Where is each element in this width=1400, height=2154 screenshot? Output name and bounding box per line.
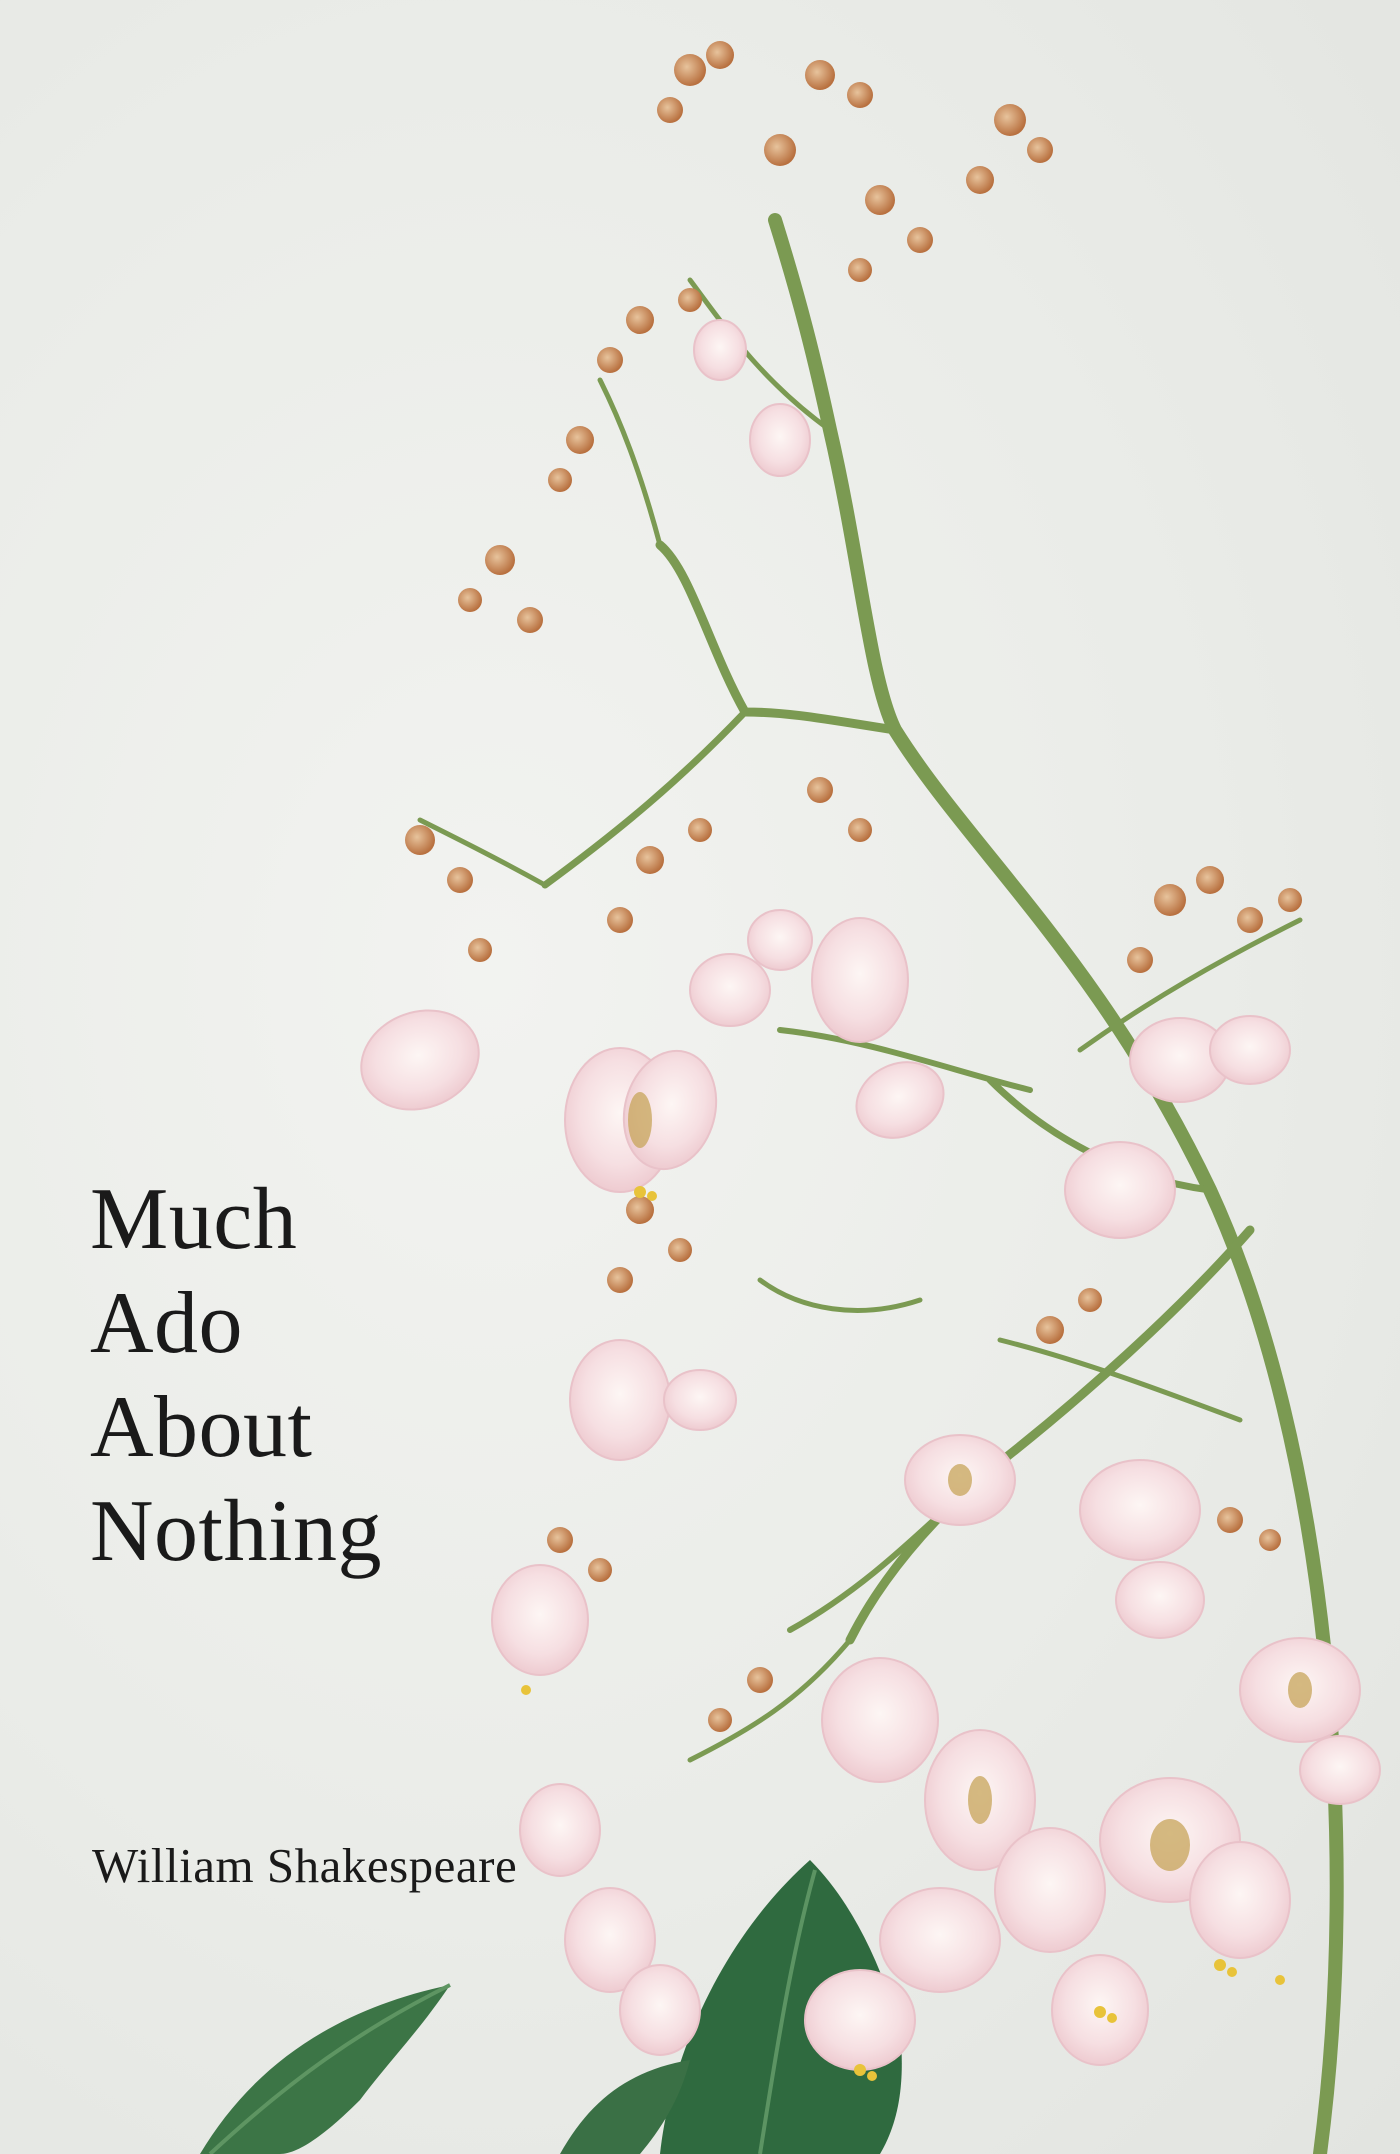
title-line: Nothing bbox=[90, 1483, 382, 1580]
leaves bbox=[200, 1860, 902, 2154]
author-name: William Shakespeare bbox=[92, 1838, 518, 1893]
book-title bbox=[90, 1168, 382, 1584]
title-line: Much bbox=[90, 1171, 298, 1268]
title-line: Ado bbox=[90, 1275, 244, 1372]
title-line: About bbox=[90, 1379, 313, 1476]
